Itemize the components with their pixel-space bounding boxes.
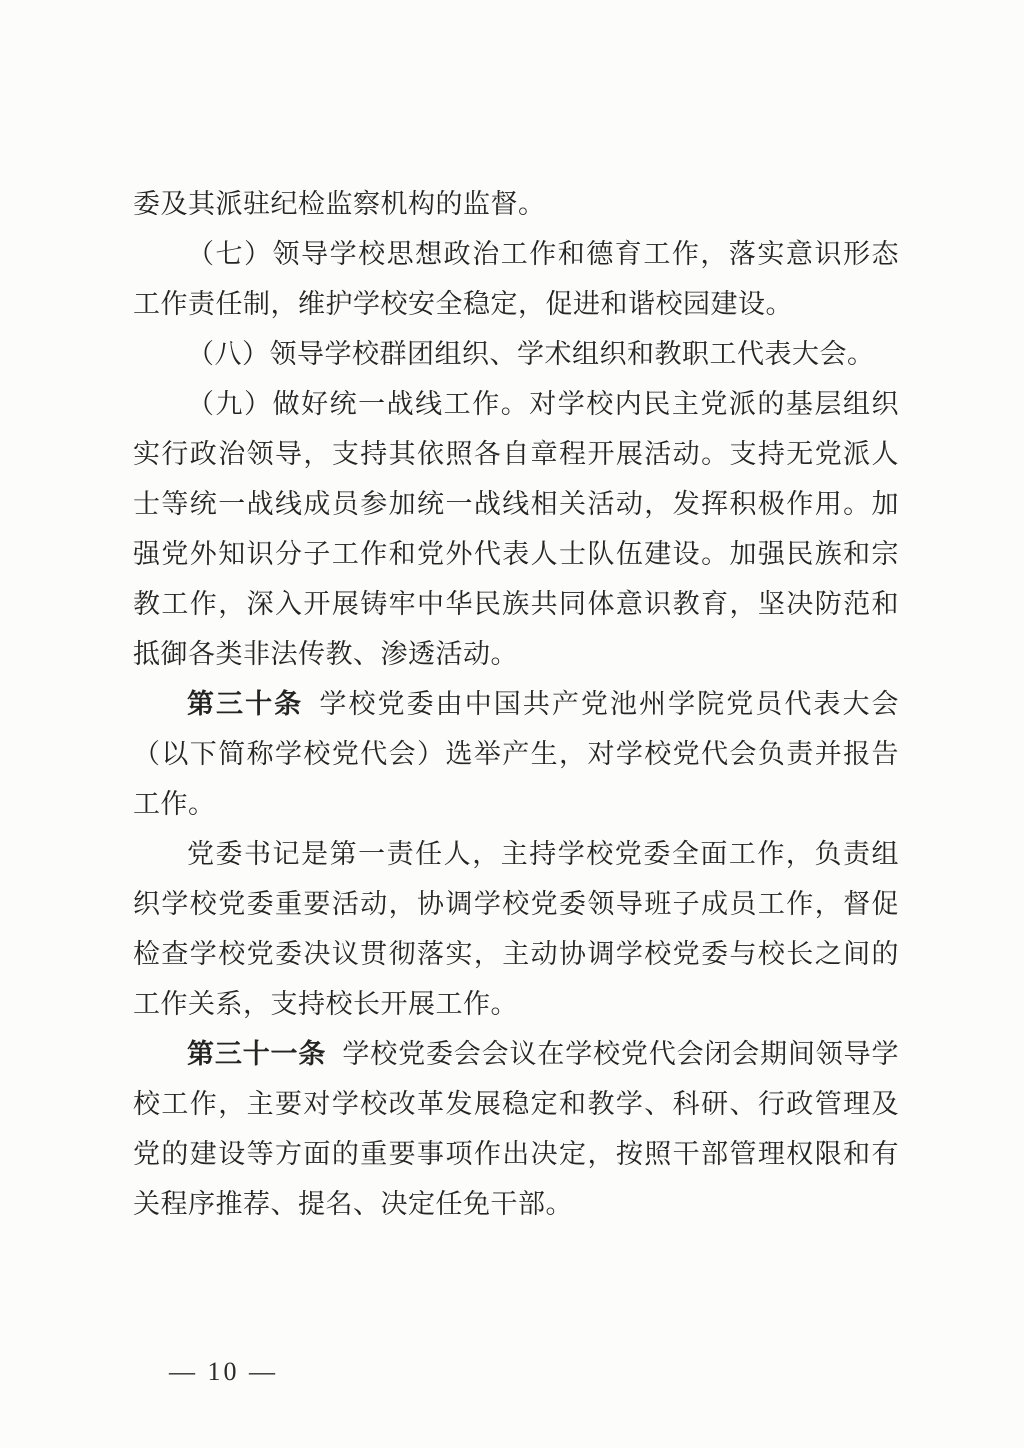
paragraph-article-30 <box>133 679 899 829</box>
page-footer <box>131 1297 278 1447</box>
paragraph <box>133 329 899 379</box>
paragraph-text: 学校党委由中国共产党池州学院党员代表大会（以下简称学校党代会）选举产生，对学校党代会负责并报告工作。 <box>133 689 900 819</box>
paragraph-text: （九）做好统一战线工作。对学校内民主党派的基层组织实行政治领导，支持其依照各自章程开展活动。支持无党派人士等统一战线成员参加统一战线相关活动，发挥积极作用。加强党外知识分子工作和党外代表人士队伍建设。加强民族和宗教工作，深入开展铸牢中华民族共同体意识教育，坚决防范和抵御各类非法传教、渗透活动。 <box>133 389 899 669</box>
paragraph <box>133 379 899 679</box>
paragraph <box>133 179 899 229</box>
paragraph-text: 学校党委会会议在学校党代会闭会期间领导学校工作，主要对学校改革发展稳定和教学、科研、行政管理及党的建设等方面的重要事项作出决定，按照干部管理权限和有关程序推荐、提名、决定任免干部。 <box>133 1039 900 1219</box>
article-number-lead: 第三十一条 <box>187 1039 327 1069</box>
paragraph-text: （七）领导学校思想政治工作和德育工作，落实意识形态工作责任制，维护学校安全稳定，促进和谐校园建设。 <box>133 239 899 319</box>
document-body <box>133 179 899 1229</box>
paragraph <box>133 229 899 329</box>
paragraph-text: 委及其派驻纪检监察机构的监督。 <box>133 189 546 219</box>
paragraph-text: 党委书记是第一责任人，主持学校党委全面工作，负责组织学校党委重要活动，协调学校党委领导班子成员工作，督促检查学校党委决议贯彻落实，主动协调学校党委与校长之间的工作关系，支持校长开展工作。 <box>133 839 899 1019</box>
paragraph-article-31 <box>133 1029 899 1229</box>
page-number: — 10 — <box>169 1357 278 1386</box>
paragraph-text: （八）领导学校群团组织、学术组织和教职工代表大会。 <box>187 339 875 369</box>
article-number-lead: 第三十条 <box>187 689 304 719</box>
paragraph <box>133 829 899 1029</box>
